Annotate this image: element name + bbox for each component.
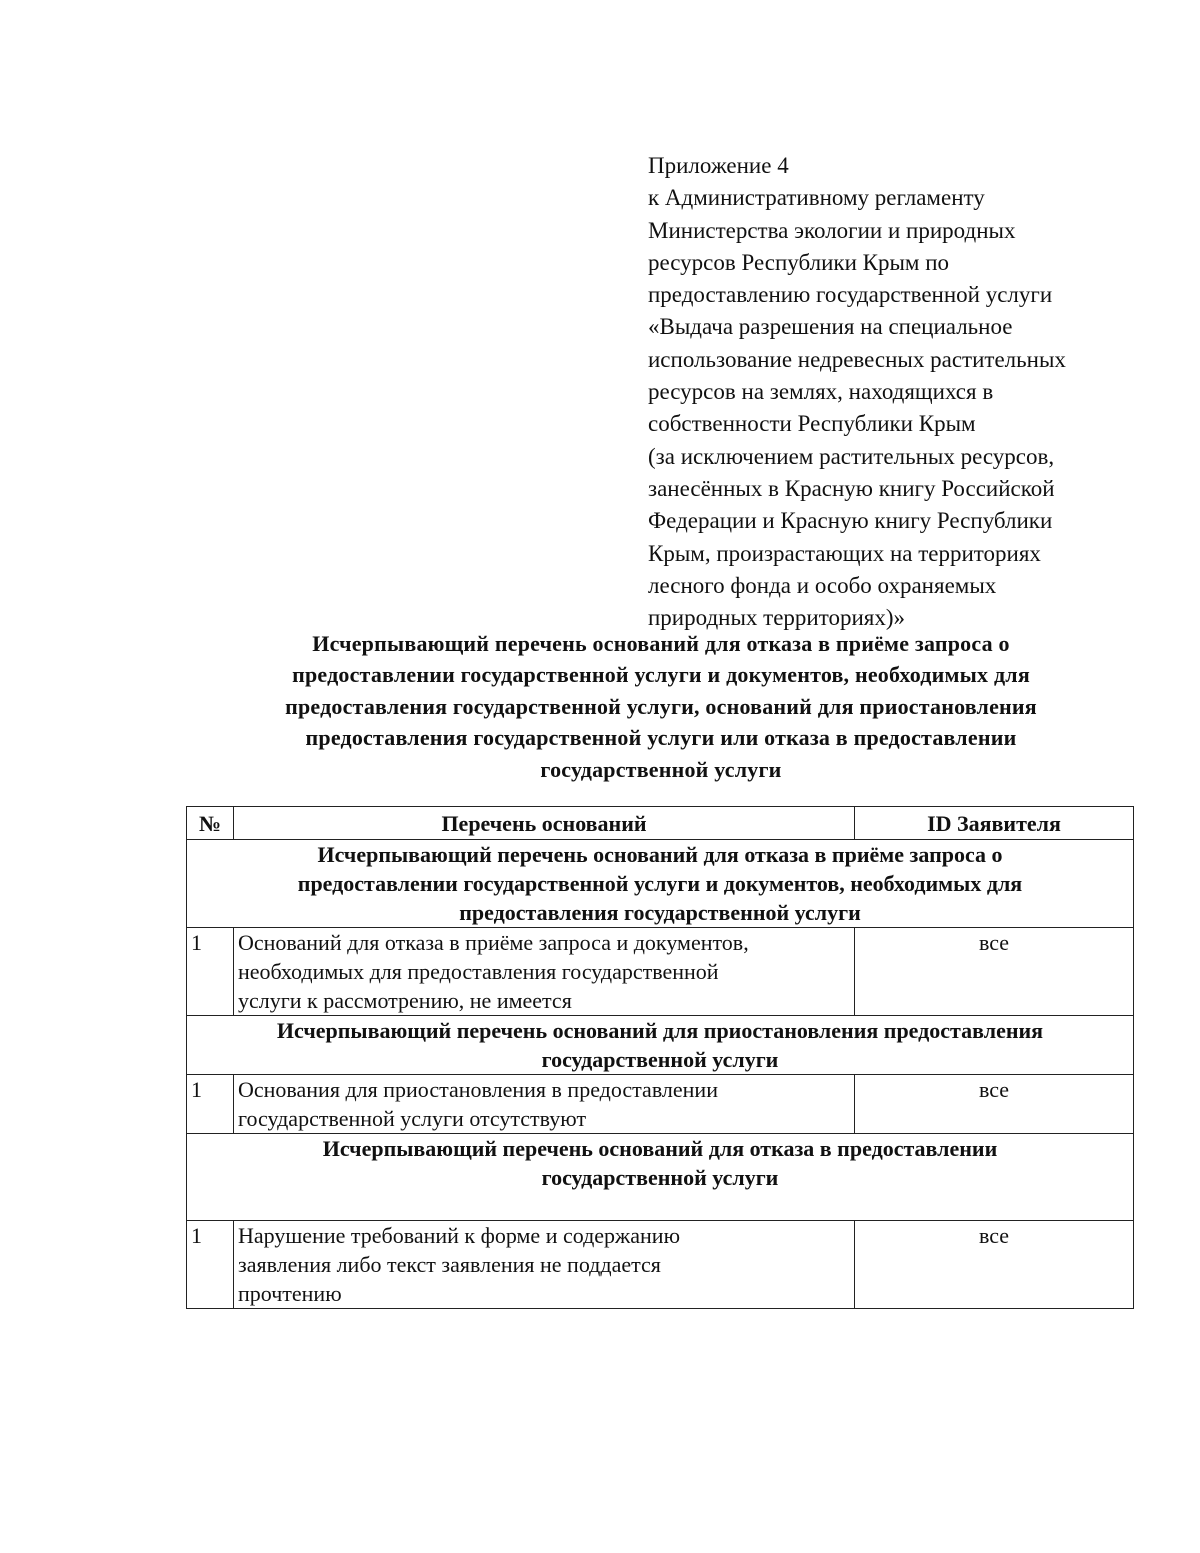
appendix-line: Министерства экологии и природных	[648, 217, 1016, 243]
header-applicant-id: ID Заявителя	[855, 807, 1134, 840]
title-line: Исчерпывающий перечень оснований для отказа в приёме запроса о	[312, 631, 1010, 656]
reason-line: услуги к рассмотрению, не имеется	[238, 988, 572, 1013]
section-heading	[187, 1016, 1134, 1075]
reason-line: прочтению	[238, 1281, 342, 1306]
appendix-line: Федерации и Красную книгу Республики	[648, 508, 1053, 534]
appendix-line: лесного фонда и особо охраняемых	[648, 572, 997, 598]
document-title	[190, 628, 1132, 785]
reason-line: Нарушение требований к форме и содержанию	[238, 1223, 681, 1248]
section-heading-row	[187, 1016, 1134, 1075]
appendix-line: занесённых в Красную книгу Российской	[648, 475, 1055, 501]
appendix-block	[648, 150, 1148, 634]
reason-line: заявления либо текст заявления не поддается	[238, 1252, 661, 1277]
row-applicant-id: все	[855, 1221, 1134, 1309]
section-heading-line: Исчерпывающий перечень оснований для приостановления предоставления	[276, 1018, 1044, 1043]
table-row	[187, 1075, 1134, 1134]
appendix-line: Крым, произрастающих на территориях	[648, 540, 1041, 566]
table-header-row	[187, 807, 1134, 840]
section-heading-row	[187, 1134, 1134, 1221]
section-heading-line: Исчерпывающий перечень оснований для отказа в приёме запроса о	[317, 842, 1003, 867]
section-heading	[187, 1134, 1134, 1221]
appendix-line: «Выдача разрешения на специальное	[648, 314, 1013, 340]
reason-line: Основания для приостановления в предоставлении	[238, 1077, 718, 1102]
appendix-line: ресурсов Республики Крым по	[648, 249, 950, 275]
section-heading	[187, 840, 1134, 928]
appendix-line: собственности Республики Крым	[648, 411, 976, 437]
header-reasons: Перечень оснований	[234, 807, 855, 840]
appendix-line: ресурсов на землях, находящихся в	[648, 379, 994, 405]
section-heading-line: Исчерпывающий перечень оснований для отказа в предоставлении	[322, 1136, 998, 1161]
appendix-line: использование недревесных растительных	[648, 346, 1066, 372]
appendix-line: природных территориях)»	[648, 605, 906, 631]
section-heading-row	[187, 840, 1134, 928]
title-line: предоставления государственной услуги, оснований для приостановления	[285, 693, 1037, 719]
section-heading-line: предоставления государственной услуги	[459, 900, 861, 925]
title-line: предоставления государственной услуги или отказа в предоставлении	[305, 725, 1017, 751]
title-line: государственной услуги	[540, 756, 782, 782]
appendix-line: к Административному регламенту	[648, 185, 985, 211]
header-number: №	[187, 807, 234, 840]
grounds-table	[186, 806, 1134, 1309]
row-reason	[234, 1075, 855, 1134]
table-row	[187, 1221, 1134, 1309]
row-reason	[234, 1221, 855, 1309]
reason-line: государственной услуги отсутствуют	[238, 1106, 587, 1131]
section-heading-line: предоставлении государственной услуги и документов, необходимых для	[297, 871, 1023, 896]
section-heading-line: государственной услуги	[541, 1047, 779, 1072]
reason-line: необходимых для предоставления государственной	[238, 959, 719, 984]
table-row	[187, 928, 1134, 1016]
row-applicant-id: все	[855, 1075, 1134, 1134]
row-number: 1	[187, 928, 234, 1016]
title-line: предоставлении государственной услуги и документов, необходимых для	[292, 662, 1030, 688]
appendix-line: Приложение 4	[648, 153, 789, 178]
row-number: 1	[187, 1221, 234, 1309]
appendix-line: (за исключением растительных ресурсов,	[648, 443, 1055, 469]
row-reason	[234, 928, 855, 1016]
appendix-line: предоставлению государственной услуги	[648, 282, 1053, 308]
reason-line: Оснований для отказа в приёме запроса и документов,	[238, 930, 749, 955]
row-applicant-id: все	[855, 928, 1134, 1016]
section-heading-line: государственной услуги	[541, 1165, 779, 1190]
row-number: 1	[187, 1075, 234, 1134]
